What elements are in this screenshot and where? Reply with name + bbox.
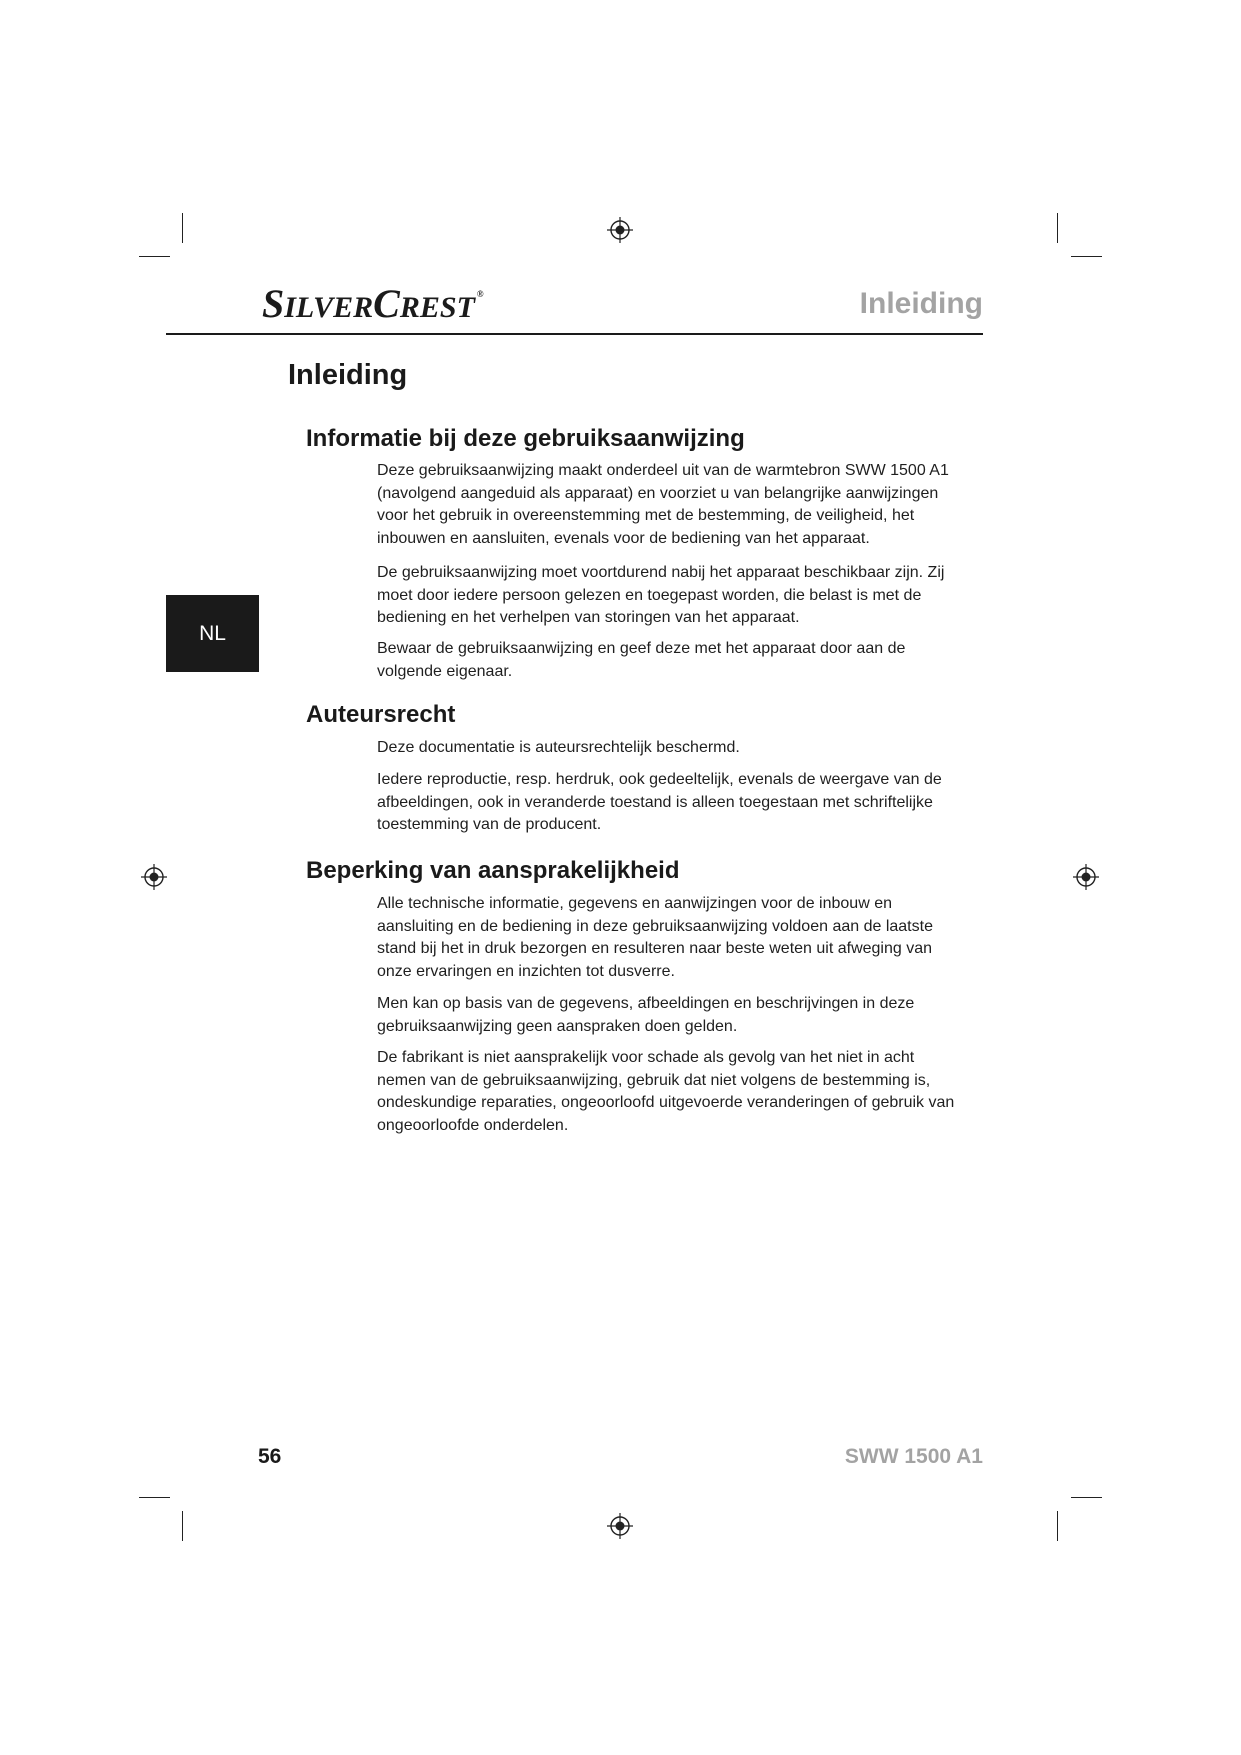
header-section-title: Inleiding [859,287,983,320]
body-paragraph: Iedere reproductie, resp. herdruk, ook gedeeltelijk, evenals de weergave van de afbeeldingen, ook in veranderde toestand is alleen toegestaan met schriftelijke toestemming van de producent. [377,771,942,834]
section-heading: Auteursrecht [306,701,456,728]
crop-mark-bottom-right-v [1057,1511,1058,1541]
registration-mark-icon [1073,864,1099,890]
body-paragraph: Alle technische informatie, gegevens en aanwijzingen voor de inbouw en aansluiting en de bediening in deze gebruiksaanwijzing voldoen aan de laatste stand bij het in druk bezorgen en resulteren naar beste weten uit afweging van onze ervaringen en inzichten tot dusverre. [377,895,933,980]
crop-mark-bottom-left-v [182,1511,183,1541]
crop-mark-top-right-v [1057,213,1058,243]
page-number: 56 [258,1445,282,1468]
crop-mark-top-right-h [1071,256,1102,257]
registration-mark-icon [141,864,167,890]
registration-mark-icon [607,1513,633,1539]
body-paragraph: Deze documentatie is auteursrechtelijk beschermd. [377,739,740,756]
section-heading: Beperking van aansprakelijkheid [306,857,680,884]
registration-mark-icon [607,217,633,243]
body-paragraph: Deze gebruiksaanwijzing maakt onderdeel uit van de warmtebron SWW 1500 A1 (navolgend aangeduid als apparaat) en voorziet u van belangrijke aanwijzingen voor het gebruik in overeenstemming met de bestemming, de veiligheid, het inbouwen en aansluiten, evenals voor de bediening van het apparaat. [377,462,949,547]
language-tab: NL [166,595,259,672]
brand-letters: ILVER [284,291,374,324]
brand-logo [262,281,484,326]
body-paragraph: De fabrikant is niet aansprakelijk voor schade als gevolg van het niet in acht nemen van de gebruiksaanwijzing, gebruik dat niet volgens de bestemming is, ondeskundige reparaties, ongeoorloofd uitgevoerde veranderingen of gebruik van ongeoorloofde onderdelen. [377,1049,955,1134]
body-paragraph: De gebruiksaanwijzing moet voortdurend nabij het apparaat beschikbaar zijn. Zij moet door iedere persoon gelezen en toegepast worden, die belast is met de bediening en het verhelpen van storingen van het apparaat. [377,564,945,627]
brand-letter: S [262,281,285,326]
registered-mark: ® [476,289,484,299]
crop-mark-top-left-v [182,213,183,243]
header-rule [166,333,983,335]
body-paragraph: Bewaar de gebruiksaanwijzing en geef deze met het apparaat door aan de volgende eigenaar. [377,640,906,680]
body-paragraph: Men kan op basis van de gegevens, afbeeldingen en beschrijvingen in deze gebruiksaanwijzing geen aanspraken doen gelden. [377,995,915,1035]
page-title: Inleiding [288,359,408,391]
section-heading: Informatie bij deze gebruiksaanwijzing [306,425,745,452]
crop-mark-top-left-h [139,256,170,257]
brand-letters: REST [399,291,475,324]
brand-letter: C [373,281,400,326]
crop-mark-bottom-right-h [1071,1497,1102,1498]
crop-mark-bottom-left-h [139,1497,170,1498]
model-number: SWW 1500 A1 [844,1445,983,1468]
